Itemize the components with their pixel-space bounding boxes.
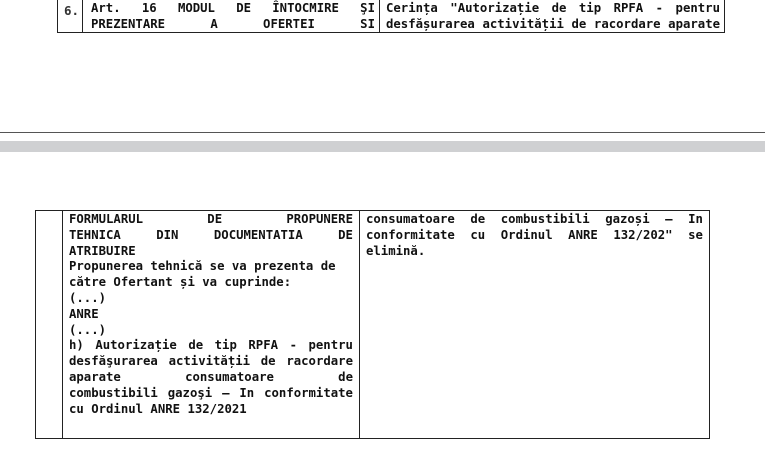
word: –	[222, 385, 230, 400]
text-line	[69, 370, 353, 386]
word: –	[665, 212, 673, 226]
word: combustibili	[500, 212, 590, 226]
word: pentru	[675, 1, 720, 15]
word: activității	[168, 354, 251, 369]
word: combustibili	[69, 385, 158, 400]
text-line: către Ofertant și va cuprinde:	[69, 275, 292, 290]
word: de	[260, 354, 276, 369]
word: conformitate	[366, 227, 455, 242]
word: FORMULARUL	[69, 212, 144, 226]
text-line	[91, 0, 375, 16]
text-line	[69, 212, 353, 228]
word: racordare	[286, 354, 353, 369]
word: consumatoare	[366, 212, 455, 226]
word: ANRE	[568, 227, 598, 242]
word: Art.	[91, 1, 121, 15]
word: desfășurarea	[386, 17, 475, 31]
table-row-6	[57, 0, 725, 33]
article-cell	[83, 0, 380, 32]
word: pentru	[308, 338, 353, 353]
word: de	[188, 338, 204, 353]
word: MODUL	[177, 1, 215, 15]
text-line	[69, 228, 353, 244]
text-line: Propunerea tehnică se va prezenta de	[69, 259, 336, 274]
word: cu	[470, 227, 486, 242]
row-number-cell	[36, 211, 63, 438]
word: gazoși	[605, 212, 650, 226]
word: consumatoare	[185, 369, 274, 384]
text-line: (...)	[69, 290, 107, 305]
word: DE	[207, 212, 223, 226]
text-line: elimină.	[366, 243, 426, 258]
word: de	[571, 17, 587, 31]
word: aparate	[668, 17, 720, 31]
word: de	[338, 369, 353, 384]
word: ÎNTOCMIRE	[272, 1, 339, 15]
word: Ordinul	[500, 227, 553, 242]
text-line: cu Ordinul ANRE 132/2021	[69, 401, 247, 416]
word: A	[210, 17, 218, 31]
word: gazoşi	[167, 385, 213, 400]
word: RPFA	[613, 1, 644, 15]
word: h)	[69, 338, 84, 353]
requirement-cell	[380, 0, 724, 32]
page-break-line	[0, 132, 765, 133]
word: RPFA	[248, 338, 279, 353]
word: TEHNICA	[69, 227, 121, 242]
text-line: (...)	[69, 322, 107, 337]
word: PROPUNERE	[286, 212, 353, 226]
text-line	[386, 0, 720, 16]
text-line	[91, 16, 375, 32]
word: -	[289, 338, 297, 353]
text-line	[366, 228, 703, 244]
word: tip	[214, 338, 237, 353]
article-cell-continued	[63, 211, 360, 438]
word: se	[688, 227, 703, 242]
page-break-bar	[0, 141, 765, 152]
text-line	[69, 354, 353, 370]
word: SI	[360, 17, 375, 31]
word: ŞI	[360, 1, 375, 15]
word: 132/202"	[613, 227, 673, 242]
word: 16	[141, 1, 157, 15]
word: DE	[236, 1, 252, 15]
word: -	[655, 1, 664, 15]
word: conformitate	[264, 385, 353, 400]
word: PREZENTARE	[91, 17, 166, 31]
word: Autorizație	[95, 338, 177, 353]
word: de	[551, 1, 567, 15]
word: OFERTEI	[263, 17, 315, 31]
word: aparate	[69, 369, 121, 384]
word: In	[688, 212, 703, 226]
text-line	[69, 338, 353, 354]
word: In	[239, 385, 255, 400]
word: Cerința	[386, 1, 438, 15]
text-line: ANRE	[69, 306, 99, 321]
row-number: 6.	[58, 0, 83, 32]
word: DOCUMENTATIA	[213, 227, 303, 242]
word: DE	[338, 227, 353, 242]
word: desfăşurarea	[69, 354, 158, 369]
table-row-continuation	[35, 210, 710, 439]
word: DIN	[156, 227, 179, 242]
word: "Autorizație	[450, 1, 540, 15]
text-line: ATRIBUIRE	[69, 243, 136, 258]
word: racordare	[593, 17, 661, 31]
text-line	[69, 386, 353, 402]
word: de	[470, 212, 486, 226]
text-line	[366, 212, 703, 228]
requirement-cell-continued	[360, 211, 709, 438]
text-line	[386, 16, 720, 32]
word: tip	[578, 1, 602, 15]
word: activității	[482, 17, 564, 31]
